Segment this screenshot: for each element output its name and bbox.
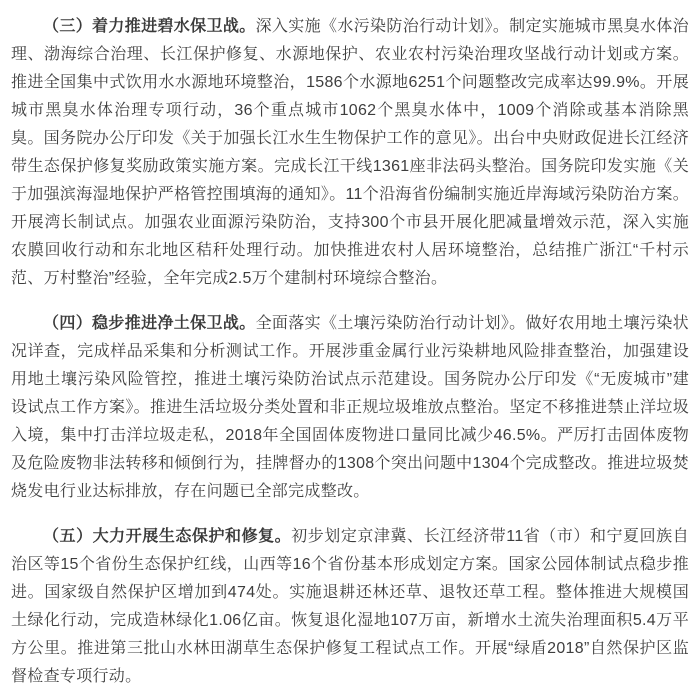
- paragraph-5-heading: （五）大力开展生态保护和修复。: [43, 528, 292, 545]
- paragraph-section-5: [11, 523, 689, 691]
- paragraph-4-heading: （四）稳步推进净土保卫战。: [43, 315, 256, 332]
- paragraph-section-3: [11, 13, 689, 293]
- paragraph-section-4: [11, 310, 689, 506]
- paragraph-3-heading: （三）着力推进碧水保卫战。: [43, 18, 256, 35]
- paragraph-5-body: 初步划定京津冀、长江经济带11省（市）和宁夏回族自治区等15个省份生态保护红线，山西等16个省份基本形成划定方案。国家公园体制试点稳步推进。国家级自然保护区增加到474处。实施退耕还林还草、退牧还草工程。整体推进大规模国土绿化行动，完成造林绿化1.06亿亩。恢复退化湿地107万亩，新增水土流失治理面积5.4万平方公里。推进第三批山水林田湖草生态保护修复工程试点工作。开展“绿盾2018”自然保护区监督检查专项行动。: [11, 528, 689, 685]
- paragraph-3-body: 深入实施《水污染防治行动计划》。制定实施城市黑臭水体治理、渤海综合治理、长江保护修复、水源地保护、农业农村污染治理攻坚战行动计划或方案。推进全国集中式饮用水水源地环境整治，1586个水源地6251个问题整改完成率达99.9%。开展城市黑臭水体治理专项行动，36个重点城市1062个黑臭水体中，1009个消除或基本消除黑臭。国务院办公厅印发《关于加强长江水生生物保护工作的意见》。出台中央财政促进长江经济带生态保护修复奖励政策实施方案。完成长江干线1361座非法码头整治。国务院印发实施《关于加强滨海湿地保护严格管控围填海的通知》。11个沿海省份编制实施近岸海域污染防治方案。开展湾长制试点。加强农业面源污染防治，支持300个市县开展化肥减量增效示范，深入实施农膜回收行动和东北地区秸秆处理行动。加快推进农村人居环境整治，总结推广浙江“千村示范、万村整治”经验，全年完成2.5万个建制村环境综合整治。: [11, 18, 689, 287]
- paragraph-4-body: 全面落实《土壤污染防治行动计划》。做好农用地土壤污染状况详查，完成样品采集和分析测试工作。开展涉重金属行业污染耕地风险排查整治，加强建设用地土壤污染风险管控，推进土壤污染防治试点示范建设。国务院办公厅印发《“无废城市”建设试点工作方案》。推进生活垃圾分类处置和非正规垃圾堆放点整治。坚定不移推进禁止洋垃圾入境，集中打击洋垃圾走私，2018年全国固体废物进口量同比减少46.5%。严厉打击固体废物及危险废物非法转移和倾倒行为，挂牌督办的1308个突出问题中1304个完成整改。推进垃圾焚烧发电行业达标排放，存在问题已全部完成整改。: [11, 315, 689, 500]
